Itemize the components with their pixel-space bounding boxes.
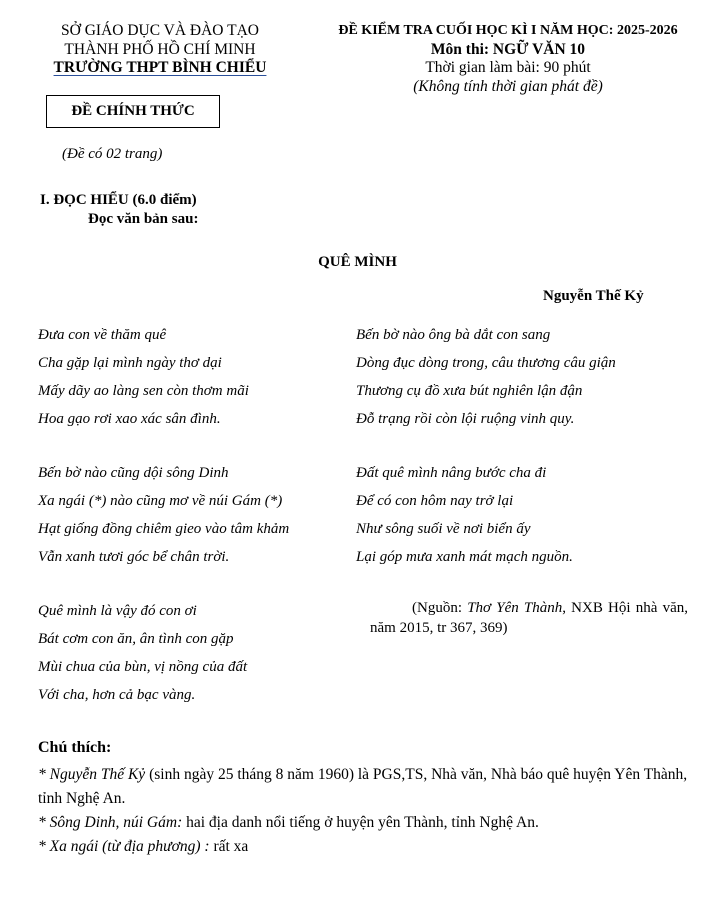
source-book: Thơ Yên Thành bbox=[467, 600, 563, 616]
source-prefix: (Nguồn: bbox=[412, 600, 468, 616]
poem-line: Quê mình là vậy đó con ơi bbox=[38, 603, 197, 619]
poem-stanza bbox=[38, 321, 249, 433]
poem-line: Bát cơm con ăn, ân tình con gặp bbox=[38, 631, 234, 647]
note-star: * bbox=[38, 766, 50, 783]
official-exam-label: ĐỀ CHÍNH THỨC bbox=[71, 103, 195, 119]
note-text: (sinh ngày 25 tháng 8 năm 1960) là PGS,TS, Nhà văn, Nhà báo quê huyện Yên Thành, tỉnh Nghệ An. bbox=[38, 766, 688, 807]
subject-name: NGỮ VĂN 10 bbox=[492, 40, 586, 58]
poem-line: Hoa gạo rơi xao xác sân đình. bbox=[38, 411, 221, 427]
header-right bbox=[303, 22, 713, 96]
section-title: I. ĐỌC HIỂU (6.0 điểm) bbox=[40, 192, 197, 208]
poem-line: Thương cụ đồ xưa bút nghiên lận đận bbox=[356, 383, 583, 399]
exam-duration-note: (Không tính thời gian phát đề) bbox=[413, 77, 603, 95]
school-name: TRƯỜNG THPT BÌNH CHIỂU bbox=[53, 59, 267, 76]
reading-instruction: Đọc văn bản sau: bbox=[88, 211, 199, 227]
note-item bbox=[38, 835, 698, 859]
source-suffix: , NXB Hội nhà văn, năm 2015, tr 367, 369) bbox=[370, 600, 688, 636]
poem-line: Với cha, hơn cả bạc vàng. bbox=[38, 687, 196, 703]
poem-line: Mùi chua của bùn, vị nồng của đất bbox=[38, 659, 248, 675]
poem-title: QUÊ MÌNH bbox=[318, 254, 397, 270]
header-left bbox=[30, 22, 290, 78]
poem-line: Đất quê mình nâng bước cha đi bbox=[356, 465, 547, 481]
poem-line: Xa ngái (*) nào cũng mơ về núi Gám (*) bbox=[38, 493, 283, 509]
city-name: THÀNH PHỐ HỒ CHÍ MINH bbox=[64, 40, 256, 58]
note-term: Sông Dinh, núi Gám: bbox=[49, 814, 183, 831]
page-count-note: (Đề có 02 trang) bbox=[62, 146, 163, 162]
note-item bbox=[38, 763, 698, 811]
exam-duration: Thời gian làm bài: 90 phút bbox=[425, 59, 591, 76]
poem-stanza bbox=[356, 321, 616, 433]
poem-line: Đỗ trạng rồi còn lội ruộng vinh quy. bbox=[356, 411, 575, 427]
official-exam-stamp bbox=[46, 95, 220, 128]
note-term: Xa ngái (từ địa phương) : bbox=[49, 838, 210, 855]
poem-line: Hạt giống đồng chiêm gieo vào tâm khảm bbox=[38, 521, 290, 537]
poem-line: Mấy dãy ao làng sen còn thơm mãi bbox=[38, 383, 249, 399]
poem-line: Vẫn xanh tươi góc bể chân trời. bbox=[38, 549, 230, 565]
poem-line: Đưa con về thăm quê bbox=[38, 327, 167, 343]
poem-line: Bến bờ nào cũng dội sông Dinh bbox=[38, 465, 229, 481]
note-star: * bbox=[38, 814, 50, 831]
poem-stanza bbox=[356, 459, 573, 571]
subject-line bbox=[303, 41, 713, 60]
note-term: Nguyễn Thế Kỷ bbox=[49, 766, 146, 783]
poem-line: Lại góp mưa xanh mát mạch nguồn. bbox=[356, 549, 573, 565]
note-star: * bbox=[38, 838, 50, 855]
note-text: rất xa bbox=[209, 838, 249, 855]
poem-line: Bến bờ nào ông bà dắt con sang bbox=[356, 327, 551, 343]
poem-source bbox=[370, 598, 688, 638]
poem-line: Dòng đục dòng trong, câu thương câu giận bbox=[356, 355, 616, 371]
poem-author: Nguyễn Thế Kỷ bbox=[543, 288, 644, 304]
notes-title: Chú thích: bbox=[38, 739, 112, 756]
note-item bbox=[38, 811, 698, 835]
poem-line: Cha gặp lại mình ngày thơ dại bbox=[38, 355, 222, 371]
poem-line: Như sông suối về nơi biển ấy bbox=[356, 521, 531, 537]
poem-stanza bbox=[38, 459, 289, 571]
poem-line: Để có con hôm nay trở lại bbox=[356, 493, 514, 509]
poem-stanza bbox=[38, 597, 247, 709]
subject-label: Môn thi: bbox=[430, 40, 490, 58]
exam-title: ĐỀ KIỂM TRA CUỐI HỌC KÌ I NĂM HỌC: 2025-2026 bbox=[338, 23, 678, 38]
notes-list bbox=[38, 763, 698, 859]
department-name: SỞ GIÁO DỤC VÀ ĐÀO TẠO bbox=[61, 22, 259, 39]
note-text: hai địa danh nổi tiếng ở huyện yên Thành, tỉnh Nghệ An. bbox=[182, 814, 539, 831]
